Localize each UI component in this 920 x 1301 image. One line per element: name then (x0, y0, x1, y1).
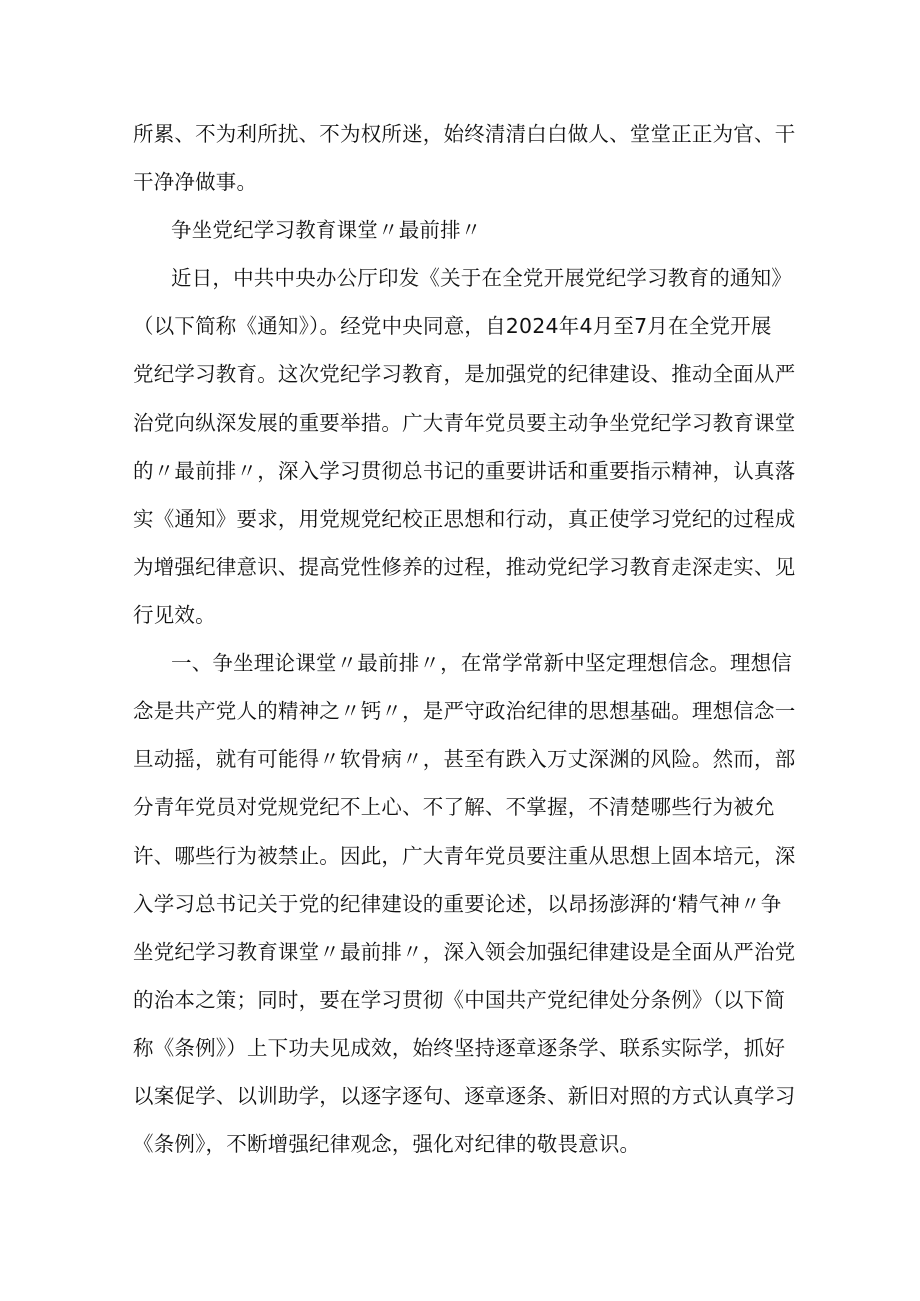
text-line: 坐党纪学习教育课堂〃最前排〃，深入领会加强纪律建设是全面从严治党 (133, 940, 796, 964)
text-line: 行见效。 (133, 603, 216, 627)
text-line: 实《通知》要求，用党规党纪校正思想和行动，真正使学习党纪的过程成 (133, 507, 796, 531)
text-line: 所累、不为利所扰、不为权所迷，始终清清白白做人、堂堂正正为官、干 (133, 122, 796, 146)
text-line: 入学习总书记关于党的纪律建设的重要论述，以昂扬澎湃的‘精气神〃争 (133, 892, 782, 916)
text-line: 旦动摇，就有可能得〃软骨病〃，甚至有跌入万丈深渊的风险。然而，部 (133, 747, 796, 771)
text-line: 为增强纪律意识、提高党性修养的过程，推动党纪学习教育走深走实、见 (133, 555, 796, 579)
text-line: 分青年党员对党规党纪不上心、不了解、不掌握，不清楚哪些行为被允 (133, 795, 775, 819)
text-line: 《条例》，不断增强纪律观念，强化对纪律的敬畏意识。 (133, 1132, 641, 1156)
text-line: 党纪学习教育。这次党纪学习教育，是加强党的纪律建设、推动全面从严 (133, 362, 796, 386)
text-line: 治党向纵深发展的重要举措。广大青年党员要主动争坐党纪学习教育课堂 (133, 411, 796, 435)
section-heading: 争坐党纪学习教育课堂〃最前排〃 (171, 218, 482, 242)
text-line: 近日，中共中央办公厅印发《关于在全党开展党纪学习教育的通知》 (171, 266, 792, 290)
text-line: 的治本之策；同时，要在学习贯彻《中国共产党纪律处分条例》（以下简 (133, 988, 786, 1012)
text-line: 念是共产党人的精神之〃钙〃，是严守政治纪律的思想基础。理想信念一 (133, 699, 796, 723)
text-line: 一、争坐理论课堂〃最前排〃，在常学常新中坚定理想信念。理想信 (171, 651, 792, 675)
text-line: 以案促学、以训助学，以逐字逐句、逐章逐条、新旧对照的方式认真学习 (133, 1084, 796, 1108)
text-line: 称《条例》）上下功夫见成效，始终坚持逐章逐条学、联系实际学，抓好 (133, 1036, 786, 1060)
text-line: （以下简称《通知》）。经党中央同意，自2024年4月至7月在全党开展 (133, 314, 772, 338)
text-line: 许、哪些行为被禁止。因此，广大青年党员要注重从思想上固本培元，深 (133, 844, 796, 868)
text-line: 干净净做事。 (133, 170, 258, 194)
text-line: 的〃最前排〃，深入学习贯彻总书记的重要讲话和重要指示精神，认真落 (133, 459, 796, 483)
